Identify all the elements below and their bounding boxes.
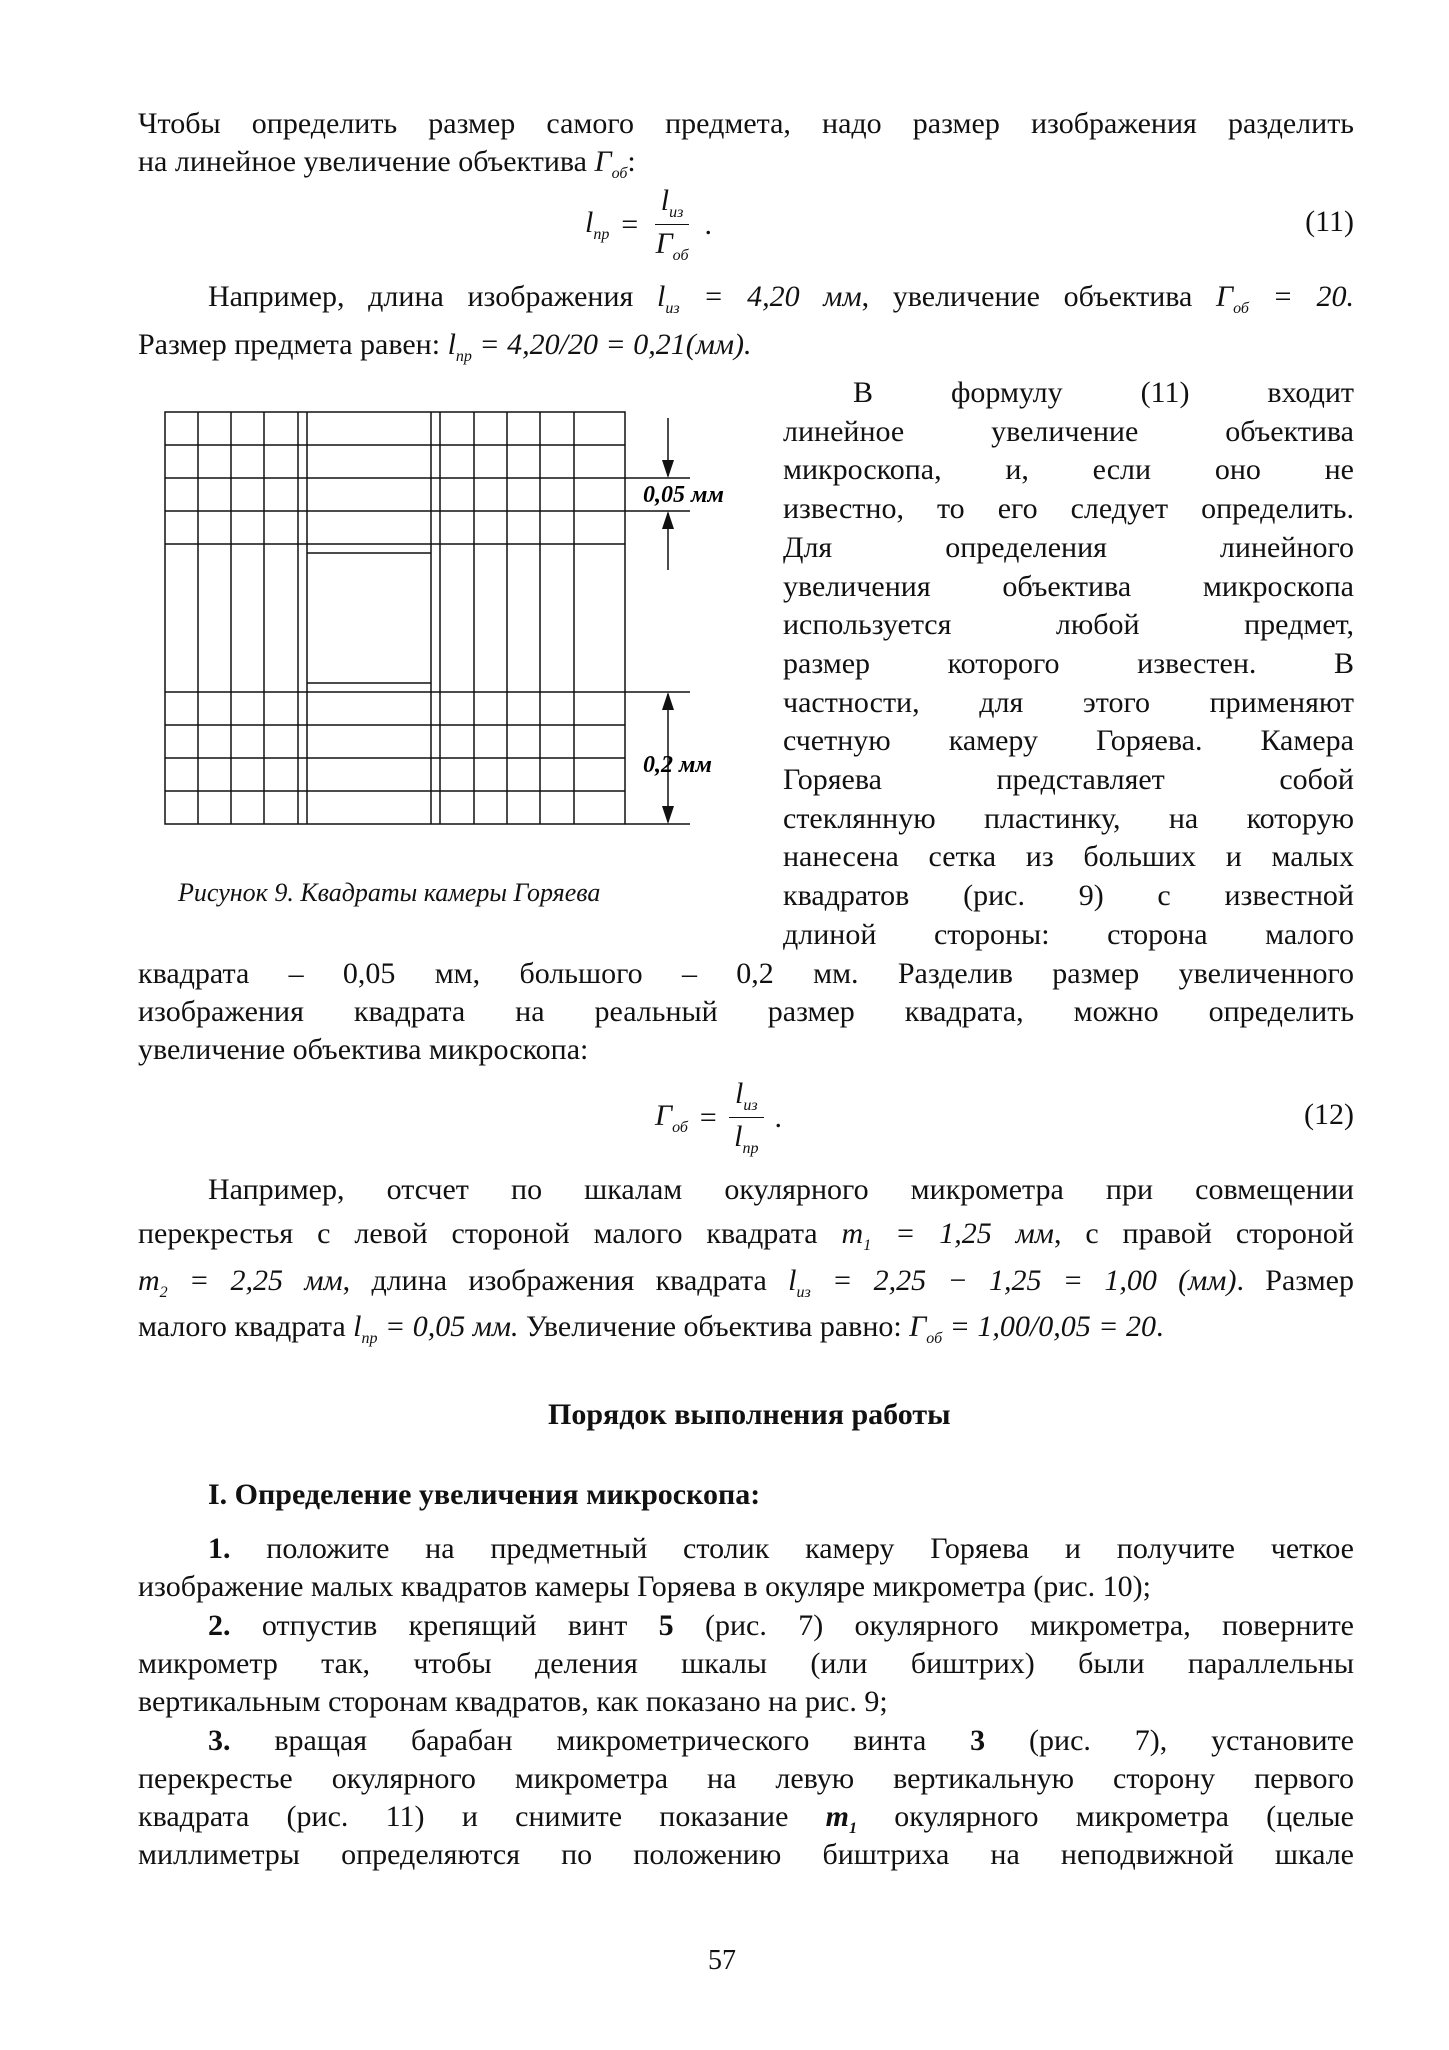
figure-caption: Рисунок 9. Квадраты камеры Горяева (178, 878, 601, 907)
paragraph-line: миллиметры определяются по положению биштриха на неподвижной шкале (138, 1838, 1354, 1871)
paragraph-line: Для определения линейного (783, 530, 1354, 564)
dimension-label-large: 0,2 мм (643, 752, 712, 778)
paragraph-line: микроскопа, и, если оно не (783, 453, 1354, 487)
equation-number: (12) (1304, 1098, 1354, 1131)
equation-number: (11) (1305, 205, 1354, 238)
paragraph-line: вертикальным сторонам квадратов, как показано на рис. 9; (138, 1685, 888, 1718)
step-1: 1. положите на предметный столик камеру Горяева и получите четкое (208, 1532, 1354, 1565)
paragraph-line: изображение малых квадратов камеры Горяева в окуляре микрометра (рис. 10); (138, 1570, 1151, 1603)
paragraph-line: счетную камеру Горяева. Камера (783, 724, 1354, 758)
paragraph-line: стеклянную пластинку, на которую (783, 801, 1354, 835)
paragraph-line: квадратов (рис. 9) с известной (783, 879, 1354, 913)
paragraph-line: размер которого известен. В (783, 646, 1354, 680)
paragraph-line: используется любой предмет, (783, 608, 1354, 642)
paragraph-line: нанесена сетка из больших и малых (783, 840, 1354, 874)
paragraph-line: на линейное увеличение объектива $\Gamma_{об}$: (138, 145, 636, 182)
paragraph-line: $m_2 = 2,25$ мм, длина изображения квадрата $l_{из} = 2,25 - 1,25 = 1,00$ (мм). Размер (138, 1264, 1354, 1301)
paragraph-line: увеличения объектива микроскопа (783, 569, 1354, 603)
paragraph-line: В формулу (11) входит (853, 376, 1354, 409)
formula-11: $l_{пр}$ = $\frac{l_{из}}{\Gamma_{об}}$ . (585, 184, 713, 264)
right-column-text (783, 374, 1354, 955)
paragraph-line: Например, отсчет по шкалам окулярного микрометра при совмещении (208, 1173, 1354, 1206)
step-3: 3. вращая барабан микрометрического винта 3 (рис. 7), установите (208, 1724, 1354, 1757)
step-2: 2. отпустив крепящий винт 5 (рис. 7) окулярного микрометра, поверните (208, 1609, 1354, 1642)
section-heading: Порядок выполнения работы (548, 1398, 951, 1431)
paragraph-line: квадрата (рис. 11) и снимите показание $m_1$ окулярного микрометра (целые (138, 1800, 1354, 1837)
dimension-label-small: 0,05 мм (643, 482, 724, 508)
paragraph-line: линейное увеличение объектива (783, 414, 1354, 448)
formula-12: $\Gamma_{об}$ = $\frac{l_{из}}{l_{пр}}$ . (655, 1077, 783, 1157)
paragraph-line: длиной стороны: сторона малого (783, 917, 1354, 951)
goryaev-chamber-grid-figure (150, 400, 724, 840)
subsection-heading: I. Определение увеличения микроскопа: (208, 1478, 761, 1511)
paragraph-line: микрометр так, чтобы деления шкалы (или биштрих) были параллельны (138, 1647, 1354, 1680)
paragraph-line: Размер предмета равен: $l_{пр} = 4,20/20 = 0,21(мм)$. (138, 328, 752, 365)
paragraph-line: Например, длина изображения $l_{из} = 4,20$ мм, увеличение объектива $\Gamma_{об} = 20$. (208, 280, 1354, 317)
paragraph-line: известно, то его следует определить. (783, 492, 1354, 526)
paragraph-line: перекрестья с левой стороной малого квадрата $m_1 = 1,25$ мм, с правой стороной (138, 1217, 1354, 1254)
paragraph-line: малого квадрата $l_{пр} = 0,05$ мм. Увеличение объектива равно: $\Gamma_{об} = 1,00/0,05 = 20$. (138, 1310, 1164, 1347)
page-number: 57 (708, 1945, 736, 1976)
paragraph-line: Горяева представляет собой (783, 763, 1354, 797)
paragraph-line: квадрата – 0,05 мм, большого – 0,2 мм. Разделив размер увеличенного (138, 957, 1354, 990)
paragraph-line: перекрестье окулярного микрометра на левую вертикальную сторону первого (138, 1762, 1354, 1795)
paragraph-line: частности, для этого применяют (783, 685, 1354, 719)
paragraph-line: увеличение объектива микроскопа: (138, 1033, 589, 1066)
paragraph-line: Чтобы определить размер самого предмета, надо размер изображения разделить (138, 107, 1354, 140)
paragraph-line: изображения квадрата на реальный размер квадрата, можно определить (138, 995, 1354, 1028)
